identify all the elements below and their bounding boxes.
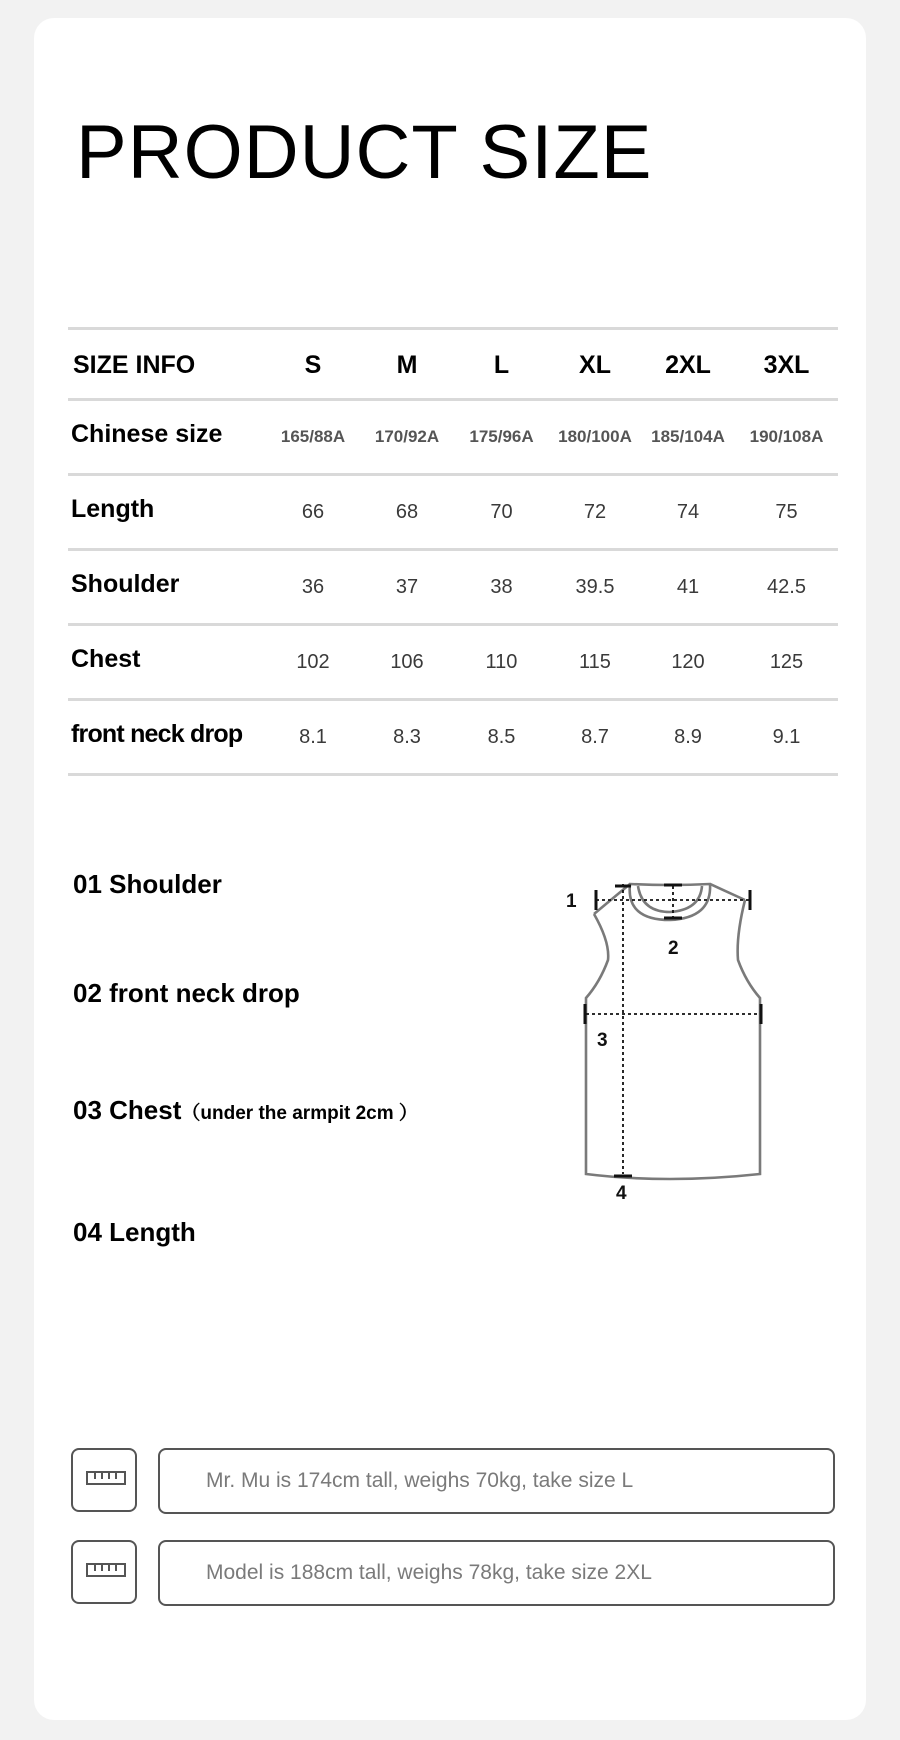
table-cell: 170/92A	[360, 400, 454, 475]
legend-length	[73, 1217, 196, 1248]
legend-text: 03 Chest	[73, 1095, 182, 1125]
row-label-chinese-size: Chinese size	[68, 400, 266, 475]
table-cell: 165/88A	[266, 400, 360, 475]
table-cell: 102	[266, 625, 360, 700]
table-cell: 37	[360, 550, 454, 625]
table-cell: 115	[549, 625, 641, 700]
table-row	[68, 475, 838, 550]
table-cell: 8.3	[360, 700, 454, 775]
marker-4: 4	[616, 1183, 627, 1204]
legend-chest-note: （under the armpit 2cm ）	[181, 1103, 418, 1124]
table-cell: 36	[266, 550, 360, 625]
legend-chest	[73, 1095, 418, 1126]
table-cell: 42.5	[735, 550, 838, 625]
model-info-box: Mr. Mu is 174cm tall, weighs 70kg, take size L	[158, 1448, 835, 1514]
table-row	[68, 550, 838, 625]
table-cell: 9.1	[735, 700, 838, 775]
table-cell: 190/108A	[735, 400, 838, 475]
table-cell: 70	[454, 475, 549, 550]
table-cell: 38	[454, 550, 549, 625]
row-label-chest: Chest	[68, 625, 266, 700]
row-label-shoulder: Shoulder	[68, 550, 266, 625]
page-title: PRODUCT SIZE	[76, 110, 653, 195]
legend-shoulder	[73, 869, 222, 900]
table-cell: 41	[641, 550, 735, 625]
legend-front-neck-drop	[73, 978, 300, 1009]
table-cell: 66	[266, 475, 360, 550]
header-size-s: S	[266, 329, 360, 400]
header-size-l: L	[454, 329, 549, 400]
table-cell: 74	[641, 475, 735, 550]
marker-1: 1	[566, 891, 577, 912]
measure-guides	[586, 884, 760, 1174]
table-cell: 8.1	[266, 700, 360, 775]
legend-text: 04 Length	[73, 1217, 196, 1247]
marker-3: 3	[597, 1030, 608, 1051]
table-cell: 8.5	[454, 700, 549, 775]
row-label-front-neck-drop: front neck drop	[68, 700, 266, 775]
legend-text: 01 Shoulder	[73, 869, 222, 899]
ruler-icon	[71, 1448, 137, 1512]
ruler-icon	[71, 1540, 137, 1604]
row-label-length: Length	[68, 475, 266, 550]
table-cell: 8.9	[641, 700, 735, 775]
model-info-box: Model is 188cm tall, weighs 78kg, take size 2XL	[158, 1540, 835, 1606]
tank-top-diagram	[560, 872, 780, 1212]
table-row	[68, 625, 838, 700]
table-cell: 125	[735, 625, 838, 700]
measure-caps	[585, 885, 761, 1176]
table-cell: 75	[735, 475, 838, 550]
header-size-3xl: 3XL	[735, 329, 838, 400]
table-cell: 175/96A	[454, 400, 549, 475]
table-cell: 8.7	[549, 700, 641, 775]
table-row	[68, 400, 838, 475]
table-cell: 68	[360, 475, 454, 550]
table-cell: 120	[641, 625, 735, 700]
table-cell: 110	[454, 625, 549, 700]
legend-text: 02 front neck drop	[73, 978, 300, 1008]
table-header-row	[68, 329, 838, 400]
header-size-m: M	[360, 329, 454, 400]
table-cell: 106	[360, 625, 454, 700]
marker-2: 2	[668, 938, 679, 959]
table-cell: 180/100A	[549, 400, 641, 475]
header-size-xl: XL	[549, 329, 641, 400]
table-cell: 39.5	[549, 550, 641, 625]
tank-top-outline	[586, 884, 760, 1179]
header-size-info: SIZE INFO	[68, 329, 266, 400]
header-size-2xl: 2XL	[641, 329, 735, 400]
table-row	[68, 700, 838, 775]
size-table	[68, 327, 838, 776]
table-cell: 72	[549, 475, 641, 550]
table-cell: 185/104A	[641, 400, 735, 475]
